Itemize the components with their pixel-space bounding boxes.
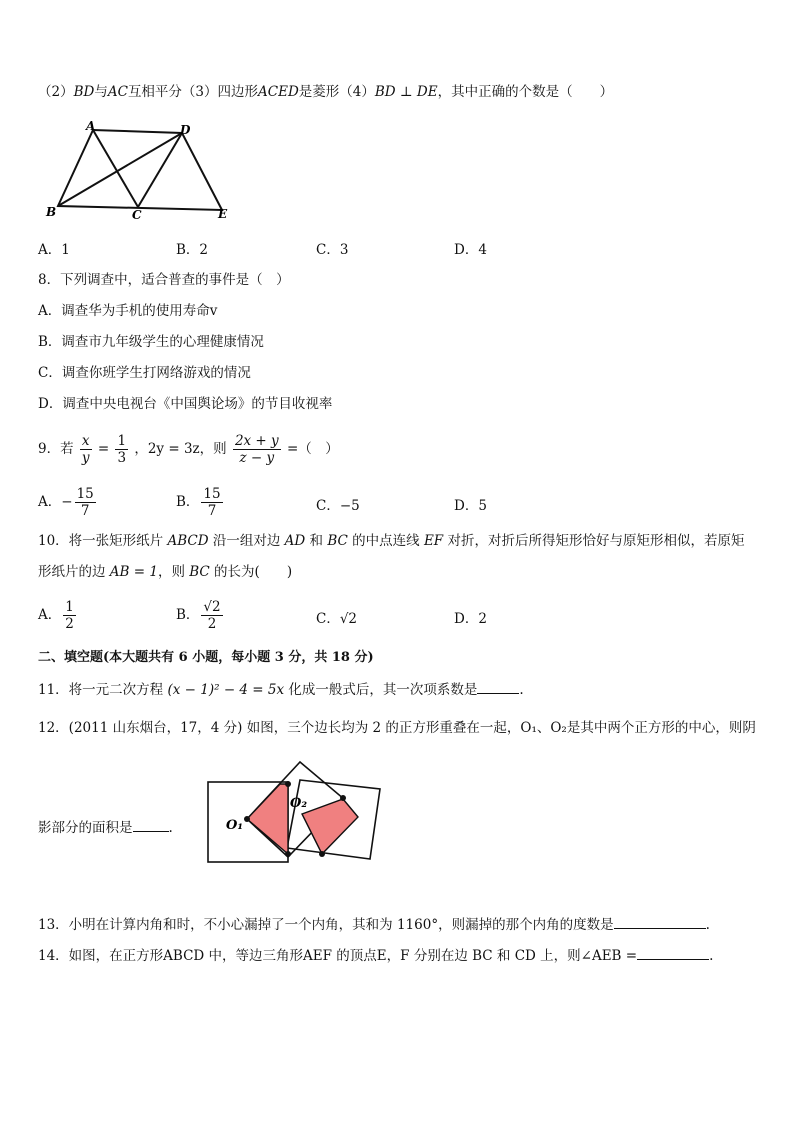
q9-option-d[interactable]: D．5 [454, 498, 487, 514]
q14-answer-blank[interactable] [637, 945, 709, 960]
shaded-region-right [302, 799, 358, 854]
q12-stem-line2: 影部分的面积是 . [38, 817, 173, 838]
q9-fraction-x-over-y: $\frac{x}{y}$ [81, 433, 90, 466]
q7-option-b[interactable]: B．2 [176, 242, 209, 258]
label-b: B [46, 205, 57, 219]
q9-option-a[interactable]: A．− $\frac{15}{7}$ [38, 486, 94, 519]
q8-stem: 8．下列调查中，适合普查的事件是（ ） [38, 272, 290, 288]
q9-stem: 9．若 $\frac{x}{y}$ = $\frac{1}{3}$ ，2y = 3z，则 $\frac{2x + y}{z - y}$ =（ ） [38, 433, 339, 466]
label-o2: O₂ [290, 796, 308, 811]
q12-stem-line1: 12．(2011 山东烟台，17，4 分) 如图，三个边长均为 2 的正方形重叠在一起，O₁、O₂是其中两个正方形的中心，则阴 [38, 720, 756, 736]
label-e: E [218, 207, 228, 221]
q7-option-a[interactable]: A．1 [38, 242, 70, 258]
q9-fraction-expression: $\frac{2x + y}{z - y}$ [234, 433, 279, 466]
q13-answer-blank[interactable] [614, 914, 706, 929]
q14-stem: 14．如图，在正方形ABCD 中，等边三角形AEF 的顶点E，F 分别在边 BC 和 CD 上，则∠AEB = . [38, 945, 713, 966]
q8-option-d[interactable]: D．调查中央电视台《中国舆论场》的节目收视率 [38, 396, 333, 412]
q10-stem-line1: 10．将一张矩形纸片 ABCD 沿一组对边 AD 和 BC 的中点连线 EF 对折，对折后所得矩形恰好与原矩形相似，若原矩 [38, 533, 745, 549]
q9-fraction-one-third: $\frac{1}{3}$ [117, 433, 127, 466]
label-o1: O₁ [226, 818, 244, 833]
label-a: A [86, 119, 96, 133]
q8-option-a[interactable]: A．调查华为手机的使用寿命v [38, 303, 218, 319]
q12-overlapping-squares-figure [200, 755, 420, 895]
q8-option-b[interactable]: B．调查市九年级学生的心理健康情况 [38, 334, 264, 350]
q7-statement: （2）BD与AC互相平分（3）四边形ACED是菱形（4）BD ⊥ DE，其中正确的个数是（ ） [38, 84, 614, 100]
q7-option-c[interactable]: C．3 [316, 242, 349, 258]
label-c: C [132, 208, 142, 222]
q11-stem: 11．将一元二次方程 (x − 1)² − 4 = 5x 化成一般式后，其一次项系数是 . [38, 679, 524, 700]
q10-stem-line2: 形纸片的边 AB = 1，则 BC 的长为( ) [38, 564, 293, 580]
section-heading-fill-in: 二、填空题(本大题共有 6 小题，每小题 3 分，共 18 分) [38, 650, 374, 665]
q10-option-d[interactable]: D．2 [454, 611, 487, 627]
q11-answer-blank[interactable] [477, 679, 519, 694]
q10-option-a[interactable]: A． $\frac{1}{2}$ [38, 599, 74, 632]
q7-parallelogram-figure [40, 118, 240, 228]
q12-answer-blank[interactable] [133, 817, 169, 832]
q8-option-c[interactable]: C．调查你班学生打网络游戏的情况 [38, 365, 251, 381]
q9-option-b[interactable]: B． $\frac{15}{7}$ [176, 486, 221, 519]
q7-option-d[interactable]: D．4 [454, 242, 487, 258]
label-d: D [180, 123, 191, 137]
q10-option-b[interactable]: B． $\frac{√2}{2}$ [176, 599, 221, 632]
q13-stem: 13．小明在计算内角和时，不小心漏掉了一个内角，其和为 1160°，则漏掉的那个内角的度数是 . [38, 914, 710, 935]
shaded-region-left [247, 784, 288, 854]
q10-option-c[interactable]: C．√2 [316, 611, 358, 627]
q9-option-c[interactable]: C．−5 [316, 498, 360, 514]
